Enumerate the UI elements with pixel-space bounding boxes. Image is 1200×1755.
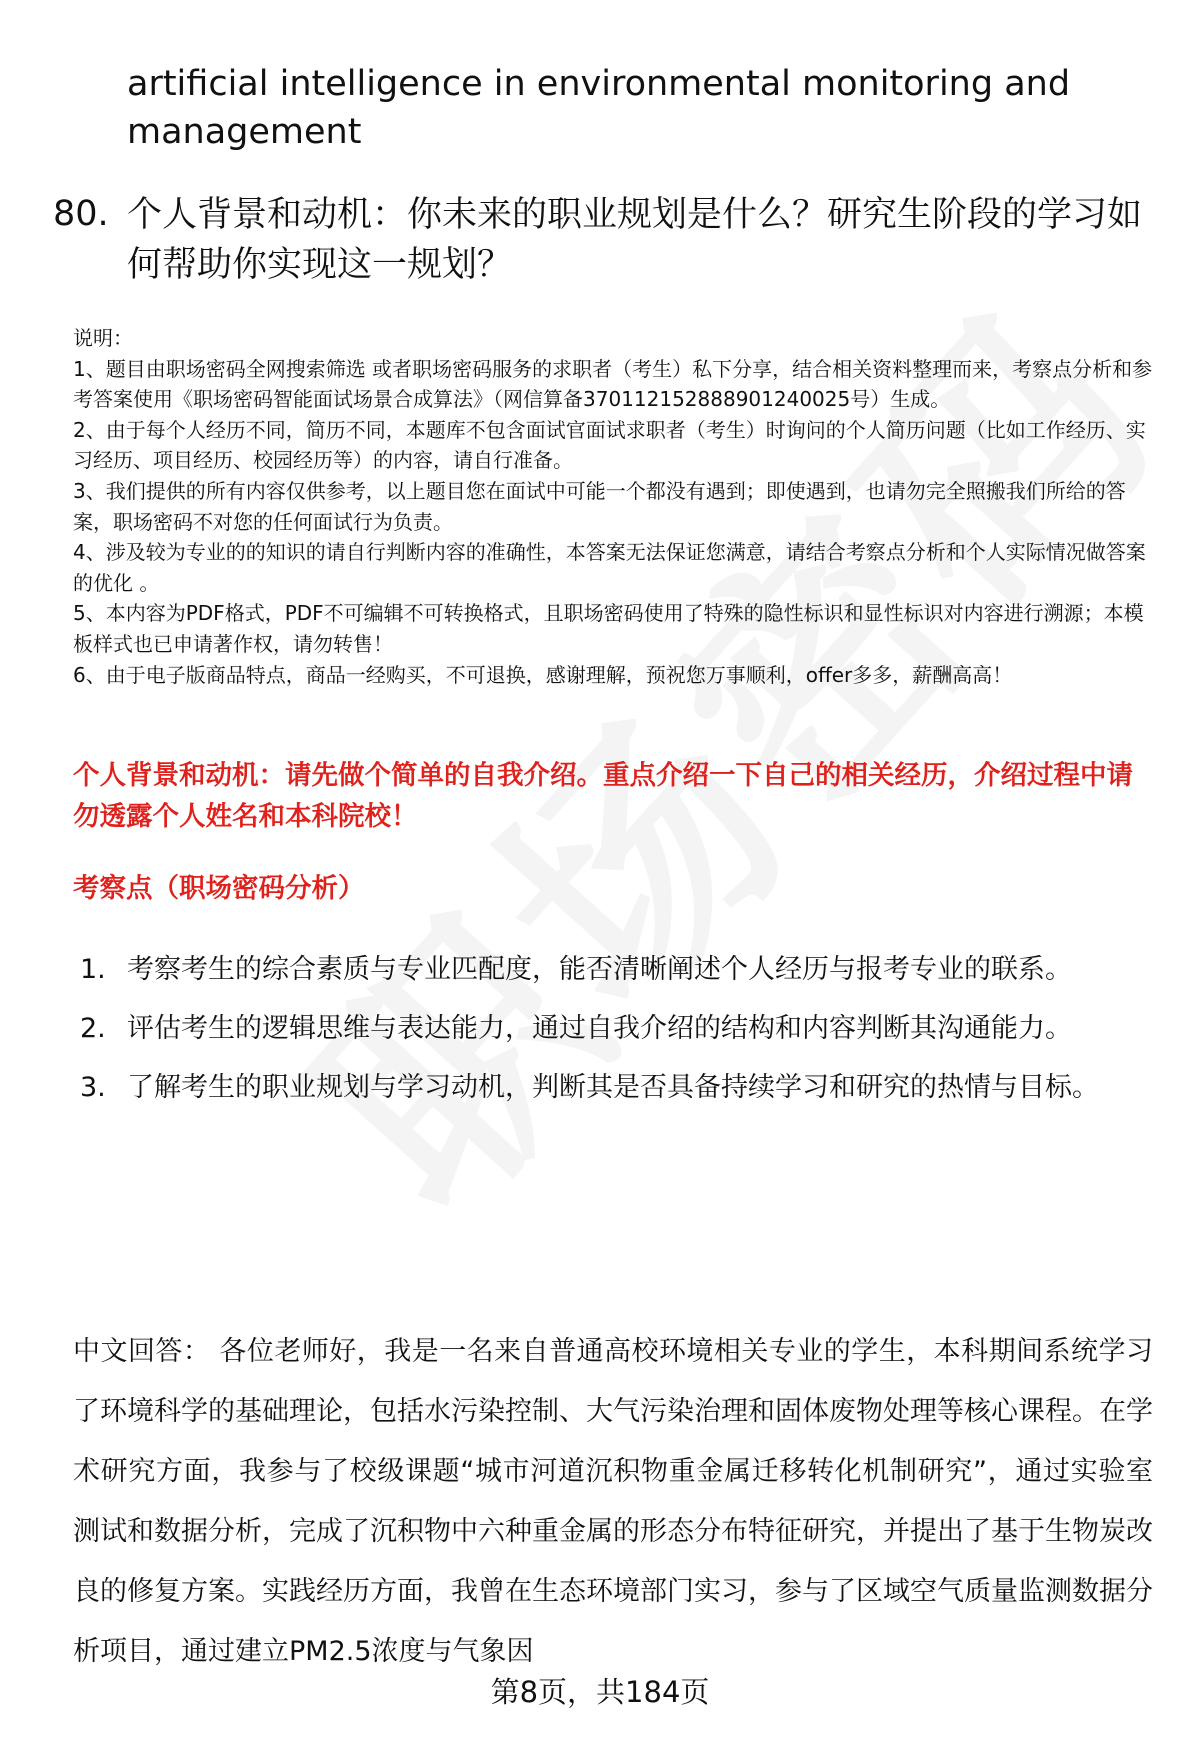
- list-text: 了解考生的职业规划与学习动机，判断其是否具备持续学习和研究的热情与目标。: [127, 1072, 1099, 1103]
- page-number: 第8页，共184页: [490, 1675, 710, 1709]
- note-item: 4、涉及较为专业的的知识的请自行判断内容的准确性，本答案无法保证您满意，请结合考察点分析和个人实际情况做答案的优化 。: [73, 540, 1146, 595]
- note-item: 3、我们提供的所有内容仅供参考，以上题目您在面试中可能一个都没有遇到；即使遇到，也请勿完全照搬我们所给的答案，职场密码不对您的任何面试行为负责。: [73, 478, 1126, 534]
- list-text: 评估考生的逻辑思维与表达能力，通过自我介绍的结构和内容判断其沟通能力。: [127, 1013, 1072, 1044]
- note-item: 2、由于每个人经历不同，简历不同，本题库不包含面试官面试求职者（考生）时询问的个人简历问题（比如工作经历、实习经历、项目经历、校园经历等）的内容，请自行准备。: [73, 417, 1146, 473]
- note-item: 1、题目由职场密码全网搜索筛选 或者职场密码服务的求职者（考生）私下分享，结合相关资料整理而来，考察点分析和参考答案使用《职场密码智能面试场景合成算法》（网信算备370112152888901240025号）生成。: [73, 356, 1153, 412]
- list-text: 考察考生的综合素质与专业匹配度，能否清晰阐述个人经历与报考专业的联系。: [127, 954, 1072, 985]
- notes-title: 说明：: [73, 326, 133, 350]
- note-item: 6、由于电子版商品特点，商品一经购买，不可退换，感谢理解，预祝您万事顺利，offer多多，薪酬高高！: [73, 662, 1013, 687]
- note-item: 5、本内容为PDF格式，PDF不可编辑不可转换格式，且职场密码使用了特殊的隐性标识和显性标识对内容进行溯源；本模板样式也已申请著作权，请勿转售！: [73, 601, 1144, 656]
- list-item: [80, 1058, 1140, 1117]
- previous-answer-continuation: artificial intelligence in environmental monitoring and management: [127, 64, 1071, 152]
- chinese-answer: 中文回答： 各位老师好，我是一名来自普通高校环境相关专业的学生，本科期间系统学习了环境科学的基础理论，包括水污染控制、大气污染治理和固体废物处理等核心课程。在学术研究方面，我参与了校级课题“城市河道沉积物重金属迁移转化机制研究”，通过实验室测试和数据分析，完成了沉积物中六种重金属的形态分布特征研究，并提出了基于生物炭改良的修复方案。实践经历方面，我曾在生态环境部门实习，参与了区域空气质量监测数据分析项目，通过建立PM2.5浓度与气象因: [73, 1336, 1153, 1667]
- analysis-list: [80, 940, 1140, 1117]
- list-item: [80, 999, 1140, 1058]
- interview-question: 个人背景和动机：请先做个简单的自我介绍。重点介绍一下自己的相关经历，介绍过程中请勿透露个人姓名和本科院校！: [73, 760, 1133, 832]
- list-number: 1.: [80, 954, 106, 985]
- list-number: 2.: [80, 1013, 106, 1044]
- question-number: 80.: [53, 194, 109, 234]
- notes-section: [73, 323, 1163, 690]
- analysis-title: 考察点（职场密码分析）: [73, 873, 365, 904]
- question-text: 个人背景和动机：你未来的职业规划是什么？研究生阶段的学习如何帮助你实现这一规划？: [127, 195, 1143, 285]
- list-item: [80, 940, 1140, 999]
- list-number: 3.: [80, 1072, 106, 1103]
